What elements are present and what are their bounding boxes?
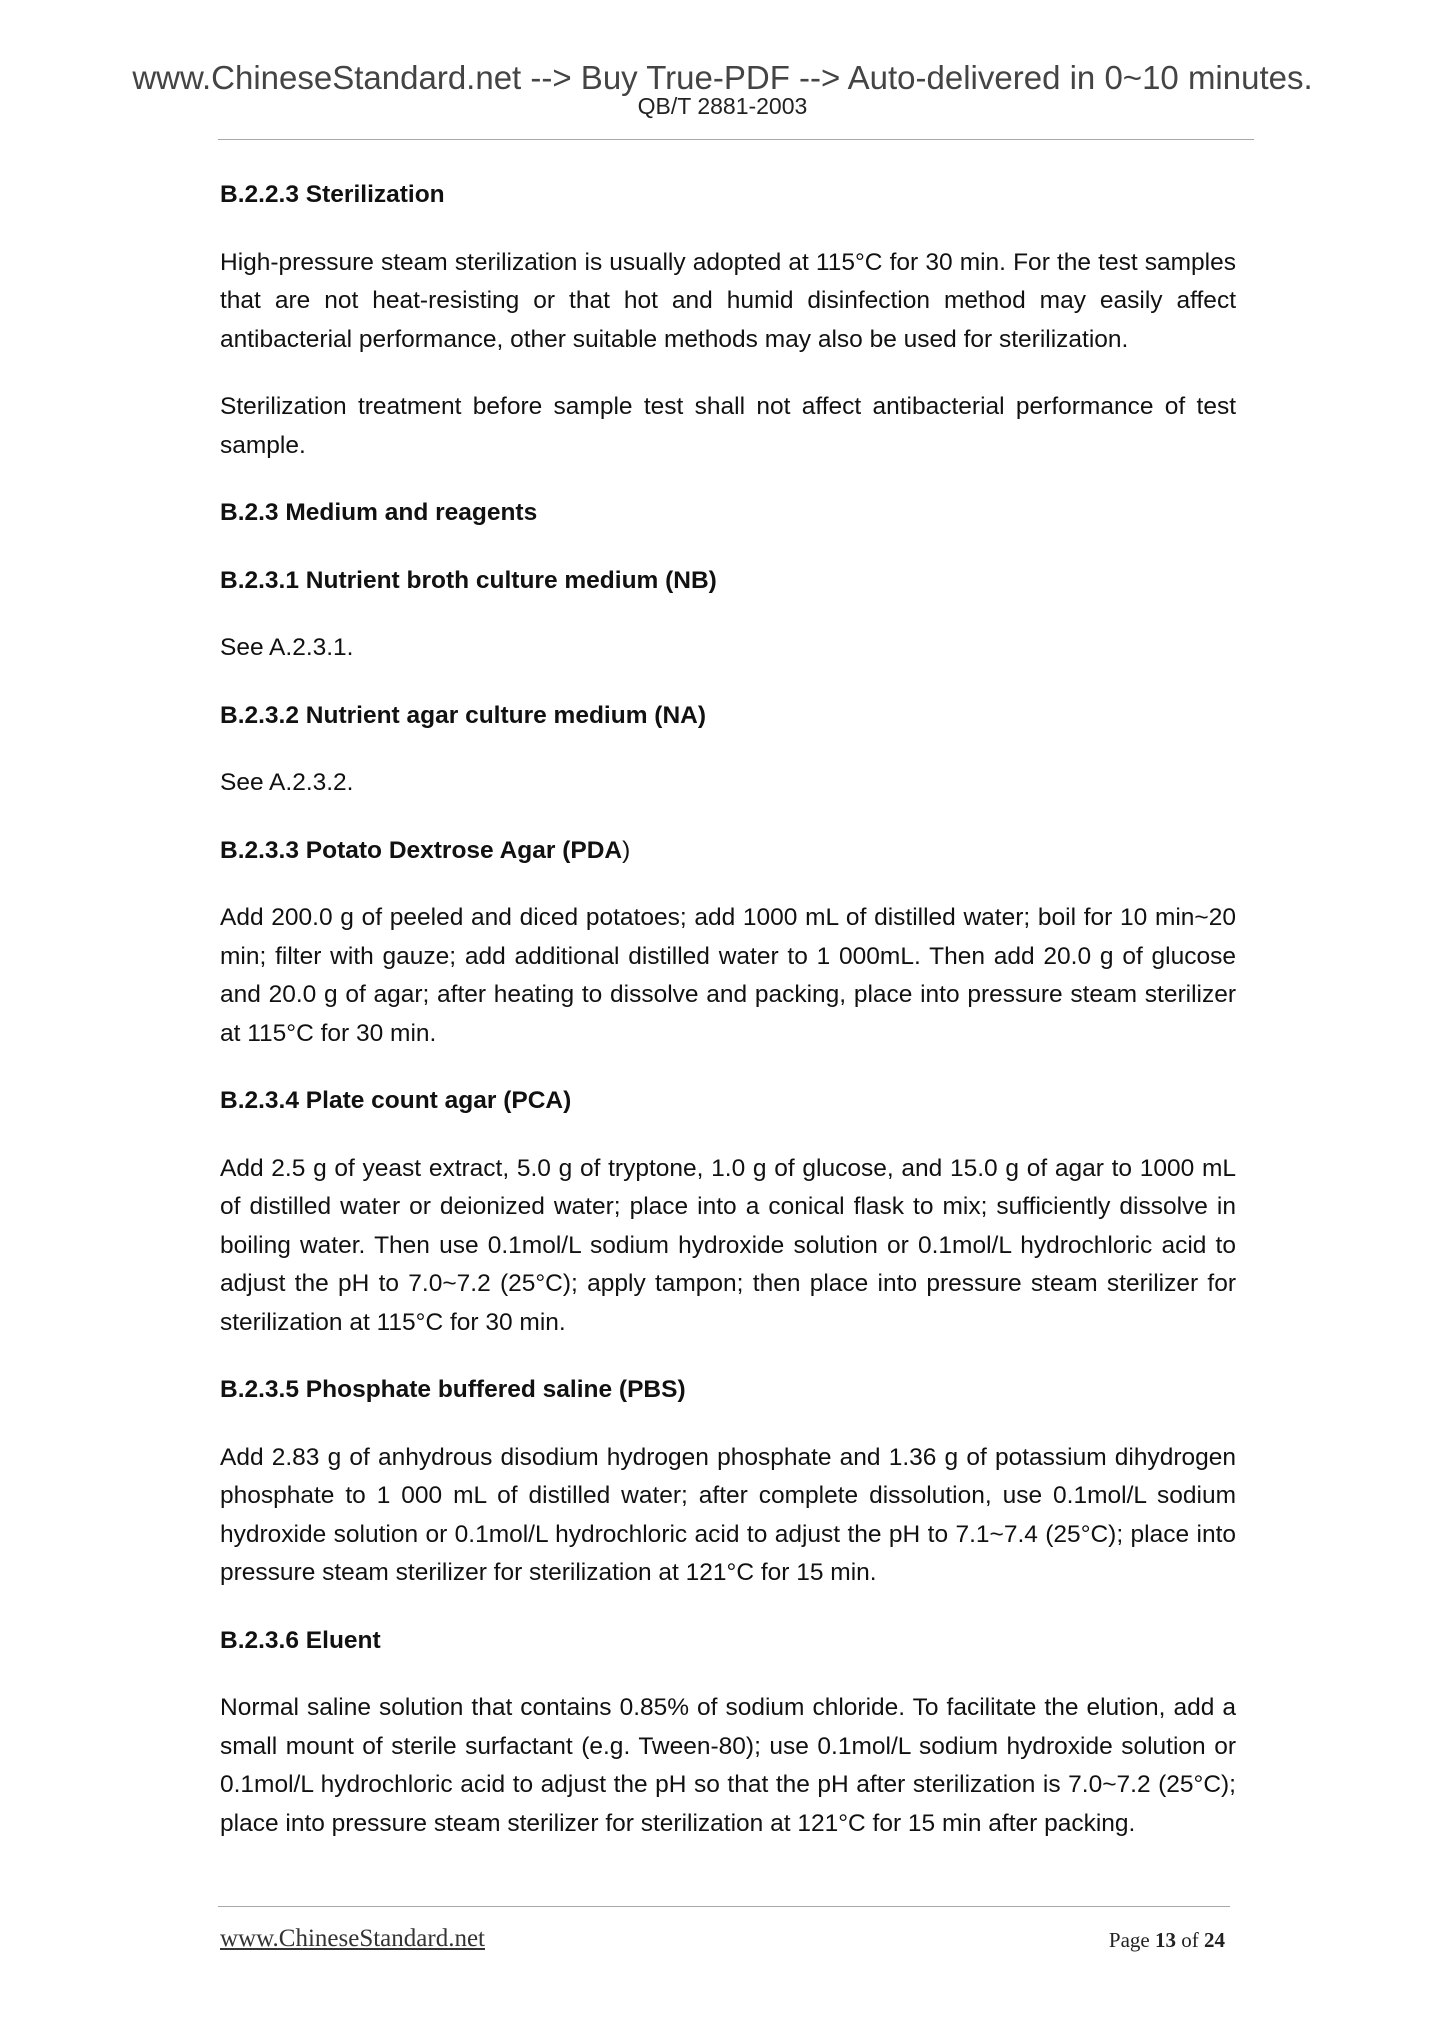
header-banner[interactable]: www.ChineseStandard.net --> Buy True-PDF --> Auto-delivered in 0~10 minutes. <box>132 59 1313 96</box>
paragraph-sterilization-2: Sterilization treatment before sample test shall not affect antibacterial performance of test sample. <box>220 393 1236 459</box>
section-heading-potato-dextrose-agar <box>220 832 1236 871</box>
section-heading-plate-count-agar: B.2.3.4 Plate count agar (PCA) <box>220 1087 572 1114</box>
document-code: QB/T 2881-2003 <box>637 93 808 119</box>
paragraph-plate-count-agar: Add 2.5 g of yeast extract, 5.0 g of tryptone, 1.0 g of glucose, and 15.0 g of agar to 1000 mL of distilled water or deionized water; place into a conical flask to mix; sufficiently dissolve in boiling water. Then use 0.1mol/L sodium hydroxide solution or 0.1mol/L hydrochloric acid to adjust the pH to 7.0~7.2 (25°C); apply tampon; then place into pressure steam sterilizer for sterilization at 115°C for 30 min. <box>220 1154 1236 1336</box>
section-heading-sterilization: B.2.2.3 Sterilization <box>220 181 445 208</box>
page-number <box>1109 1926 1225 1954</box>
page-of: of <box>1181 1928 1199 1952</box>
section-heading-nutrient-agar: B.2.3.2 Nutrient agar culture medium (NA) <box>220 701 707 729</box>
paragraph-phosphate-buffered-saline: Add 2.83 g of anhydrous disodium hydrogen phosphate and 1.36 g of potassium dihydrogen phosphate to 1 000 mL of distilled water; after complete dissolution, use 0.1mol/L sodium hydroxide solution or 0.1mol/L hydrochloric acid to adjust the pH to 7.1~7.4 (25°C); place into pressure steam sterilizer for sterilization at 121°C for 15 min. <box>220 1443 1236 1586</box>
paragraph-nutrient-broth: See A.2.3.1. <box>220 634 354 661</box>
paragraph-eluent: Normal saline solution that contains 0.85% of sodium chloride. To facilitate the elution, add a small mount of sterile surfactant (e.g. Tween-80); use 0.1mol/L sodium hydroxide solution or 0.1mol/L hydrochloric acid to adjust the pH so that the pH after sterilization is 7.0~7.2 (25°C); place into pressure steam sterilizer for sterilization at 121°C for 15 min after packing. <box>220 1694 1236 1837</box>
paragraph-sterilization-1: High-pressure steam sterilization is usually adopted at 115°C for 30 min. For the test samples that are not heat-resisting or that hot and humid disinfection method may easily affect antibacterial performance, other suitable methods may also be used for sterilization. <box>220 248 1236 353</box>
heading-pda-paren: ) <box>622 836 631 864</box>
page-current: 13 <box>1155 1928 1176 1952</box>
page-total: 24 <box>1204 1928 1225 1952</box>
page-word: Page <box>1108 1928 1150 1952</box>
heading-pda-text: B.2.3.3 Potato Dextrose Agar (PDA <box>220 836 623 864</box>
footer-site-link[interactable]: www.ChineseStandard.net <box>220 1925 485 1952</box>
header-divider <box>218 139 1254 140</box>
paragraph-potato-dextrose-agar: Add 200.0 g of peeled and diced potatoes; add 1000 mL of distilled water; boil for 10 min~20 min; filter with gauze; add additional distilled water to 1 000mL. Then add 20.0 g of glucose and 20.0 g of agar; after heating to dissolve and packing, place into pressure steam sterilizer at 115°C for 30 min. <box>220 904 1236 1047</box>
section-heading-eluent: B.2.3.6 Eluent <box>220 1626 381 1654</box>
section-heading-phosphate-buffered-saline: B.2.3.5 Phosphate buffered saline (PBS) <box>220 1376 686 1403</box>
section-heading-medium-reagents: B.2.3 Medium and reagents <box>220 499 538 526</box>
paragraph-nutrient-agar: See A.2.3.2. <box>220 769 354 796</box>
page-content <box>220 176 1236 1872</box>
section-heading-nutrient-broth: B.2.3.1 Nutrient broth culture medium (NB) <box>220 566 717 594</box>
footer-divider <box>218 1906 1230 1907</box>
